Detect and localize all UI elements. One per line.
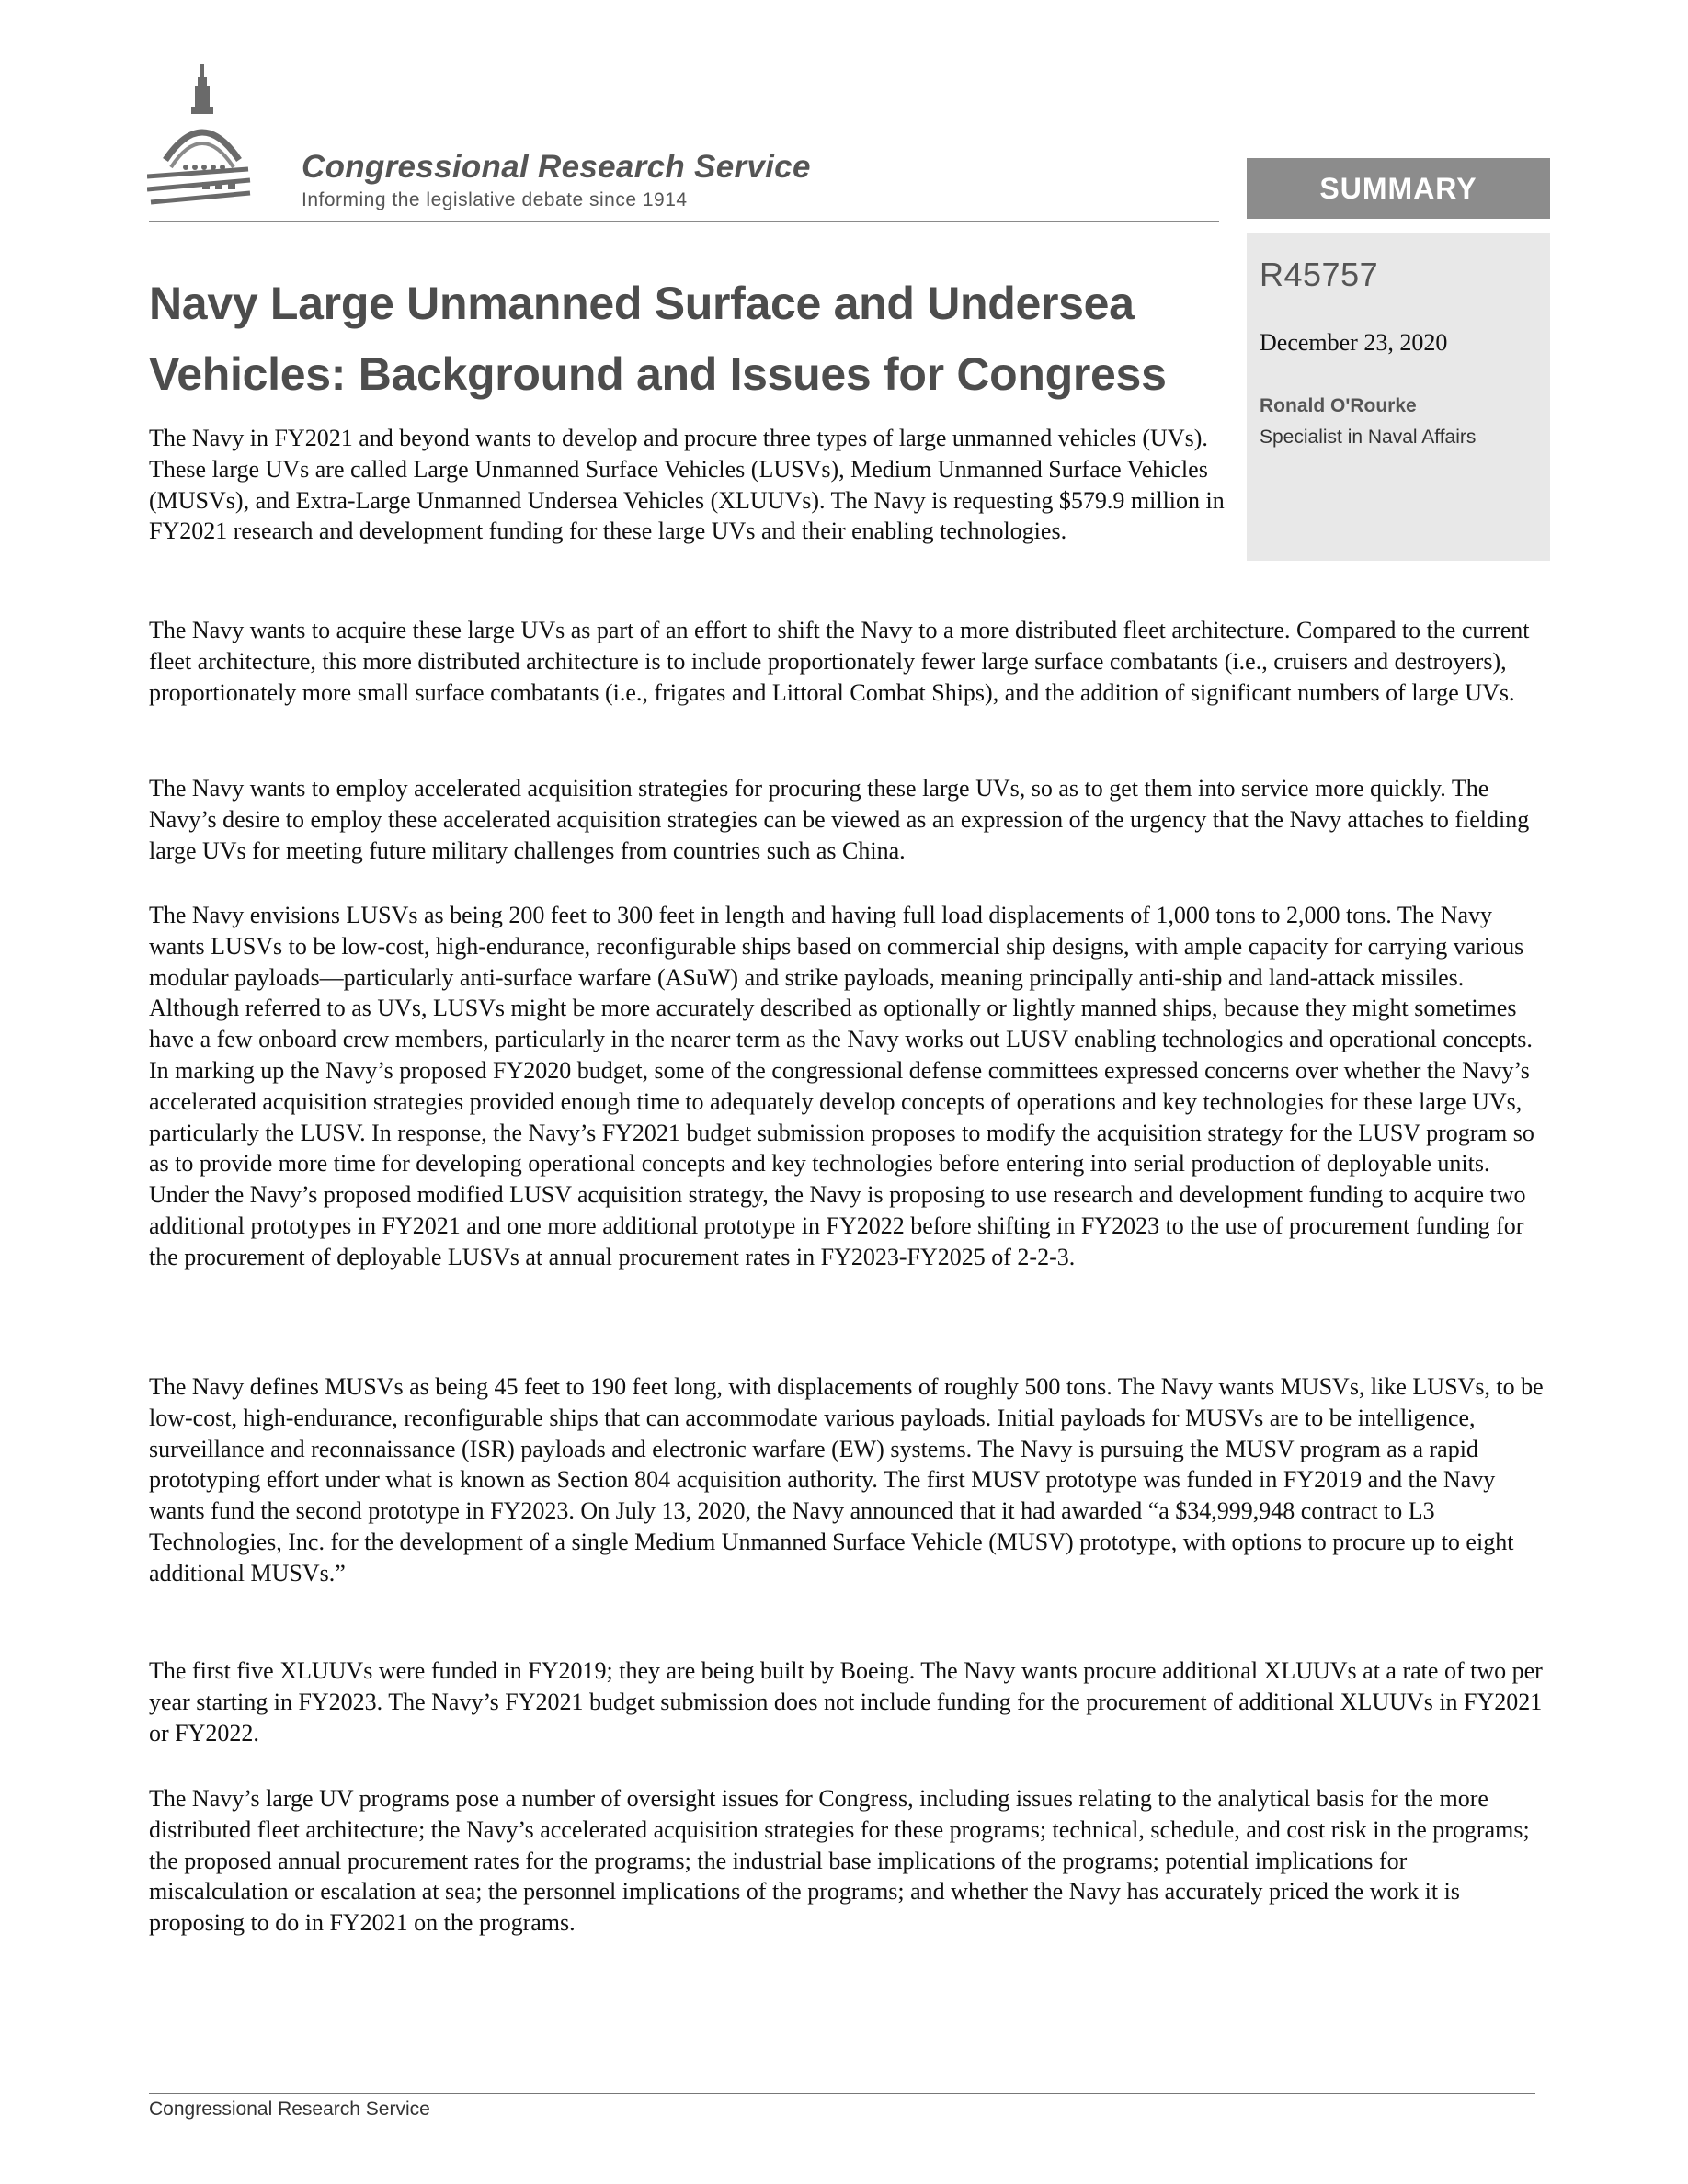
body-paragraph-oversight-issues: The Navy’s large UV programs pose a number of oversight issues for Congress, including issues relating to the analytical basis for the more distributed fleet architecture; the Navy’s accelerated acquisition strategies for these programs; technical, schedule, and cost risk in the programs; the proposed annual procurement rates for the programs; the industrial base implications of the programs; potential implications for miscalculation or escalation at sea; the personnel implications of the programs; and whether the Navy has accurately priced the work it is proposing to do in FY2021 on the programs. (149, 1785, 1530, 1937)
author-name: Ronald O'Rourke (1260, 395, 1417, 416)
author-title: Specialist in Naval Affairs (1260, 427, 1477, 448)
org-tagline: Informing the legislative debate since 1914 (302, 189, 688, 210)
body-paragraph-xluuv: The first five XLUUVs were funded in FY2019; they are being built by Boeing. The Navy wants procure additional XLUUVs at a rate of two per year starting in FY2023. The Navy’s FY2021 budget submission does not include funding for the procurement of additional XLUUVs in FY2021 or FY2022. (149, 1657, 1543, 1746)
footer-divider (149, 2093, 1535, 2094)
title-line-2: Vehicles: Background and Issues for Congress (149, 348, 1167, 400)
intro-paragraph: The Navy in FY2021 and beyond wants to develop and procure three types of large unmanned vehicles (UVs). These large UVs are called Large Unmanned Surface Vehicles (LUSVs), Medium Unmanned Surface Vehicles (MUSVs), and Extra-Large Unmanned Undersea Vehicles (XLUUVs). The Navy is requesting $579.9 million in FY2021 research and development funding for these large UVs and their enabling technologies. (149, 425, 1225, 545)
summary-header: SUMMARY (1247, 158, 1550, 219)
body-paragraph-acquisition-strategies: The Navy wants to employ accelerated acquisition strategies for procuring these large UVs, so as to get them into service more quickly. The Navy’s desire to employ these accelerated acquisition strategies can be viewed as an expression of the urgency that the Navy attaches to fielding large UVs for meeting future military challenges from countries such as China. (149, 775, 1530, 864)
org-name: Congressional Research Service (302, 149, 811, 185)
report-date: December 23, 2020 (1260, 329, 1448, 356)
summary-sidebar (1247, 233, 1550, 561)
document-title (149, 268, 1215, 410)
body-paragraph-musv: The Navy defines MUSVs as being 45 feet to 190 feet long, with displacements of roughly 500 tons. The Navy wants MUSVs, like LUSVs, to be low-cost, high-endurance, reconfigurable ships that can accommodate various payloads. Initial payloads for MUSVs are to be intelligence, surveillance and reconnaissance (ISR) payloads and electronic warfare (EW) systems. The Navy is pursuing the MUSV program as a rapid prototyping effort under what is known as Section 804 acquisition authority. The first MUSV prototype was funded in FY2019 and the Navy wants fund the second prototype in FY2023. On July 13, 2020, the Navy announced that it had awarded “a $34,999,948 contract to L3 Technologies, Inc. for the development of a single Medium Unmanned Surface Vehicle (MUSV) prototype, with options to procure up to eight additional MUSVs.” (149, 1373, 1544, 1587)
report-number: R45757 (1260, 256, 1379, 293)
footer-text: Congressional Research Service (149, 2099, 430, 2120)
body-paragraph-fleet-architecture: The Navy wants to acquire these large UVs as part of an effort to shift the Navy to a more distributed fleet architecture. Compared to the current fleet architecture, this more distributed architecture is to include proportionately fewer large surface combatants (i.e., cruisers and destroyers), proportionately more small surface combatants (i.e., frigates and Littoral Combat Ships), and the addition of significant numbers of large UVs. (149, 617, 1530, 706)
body-paragraph-lusv: The Navy envisions LUSVs as being 200 feet to 300 feet in length and having full load displacements of 1,000 tons to 2,000 tons. The Navy wants LUSVs to be low-cost, high-endurance, reconfigurable ships based on commercial ship designs, with ample capacity for carrying various modular payloads—particularly anti-surface warfare (ASuW) and strike payloads, meaning principally anti-ship and land-attack missiles. Although referred to as UVs, LUSVs might be more accurately described as optionally or lightly manned ships, because they might sometimes have a few onboard crew members, particularly in the nearer term as the Navy works out LUSV enabling technologies and operational concepts. In marking up the Navy’s proposed FY2020 budget, some of the congressional defense committees expressed concerns over whether the Navy’s accelerated acquisition strategies provided enough time to adequately develop concepts of operations and key technologies for these large UVs, particularly the LUSV. In response, the Navy’s FY2021 budget submission proposes to modify the acquisition strategy for the LUSV program so as to provide more time for developing operational concepts and key technologies before entering into serial production of deployable units. Under the Navy’s proposed modified LUSV acquisition strategy, the Navy is proposing to use research and development funding to acquire two additional prototypes in FY2021 and one more additional prototype in FY2022 before shifting in FY2023 to the use of procurement funding for the procurement of deployable LUSVs at annual procurement rates in FY2023-FY2025 of 2-2-3. (149, 902, 1534, 1270)
header-divider (149, 221, 1219, 222)
title-line-1: Navy Large Unmanned Surface and Undersea (149, 278, 1135, 329)
